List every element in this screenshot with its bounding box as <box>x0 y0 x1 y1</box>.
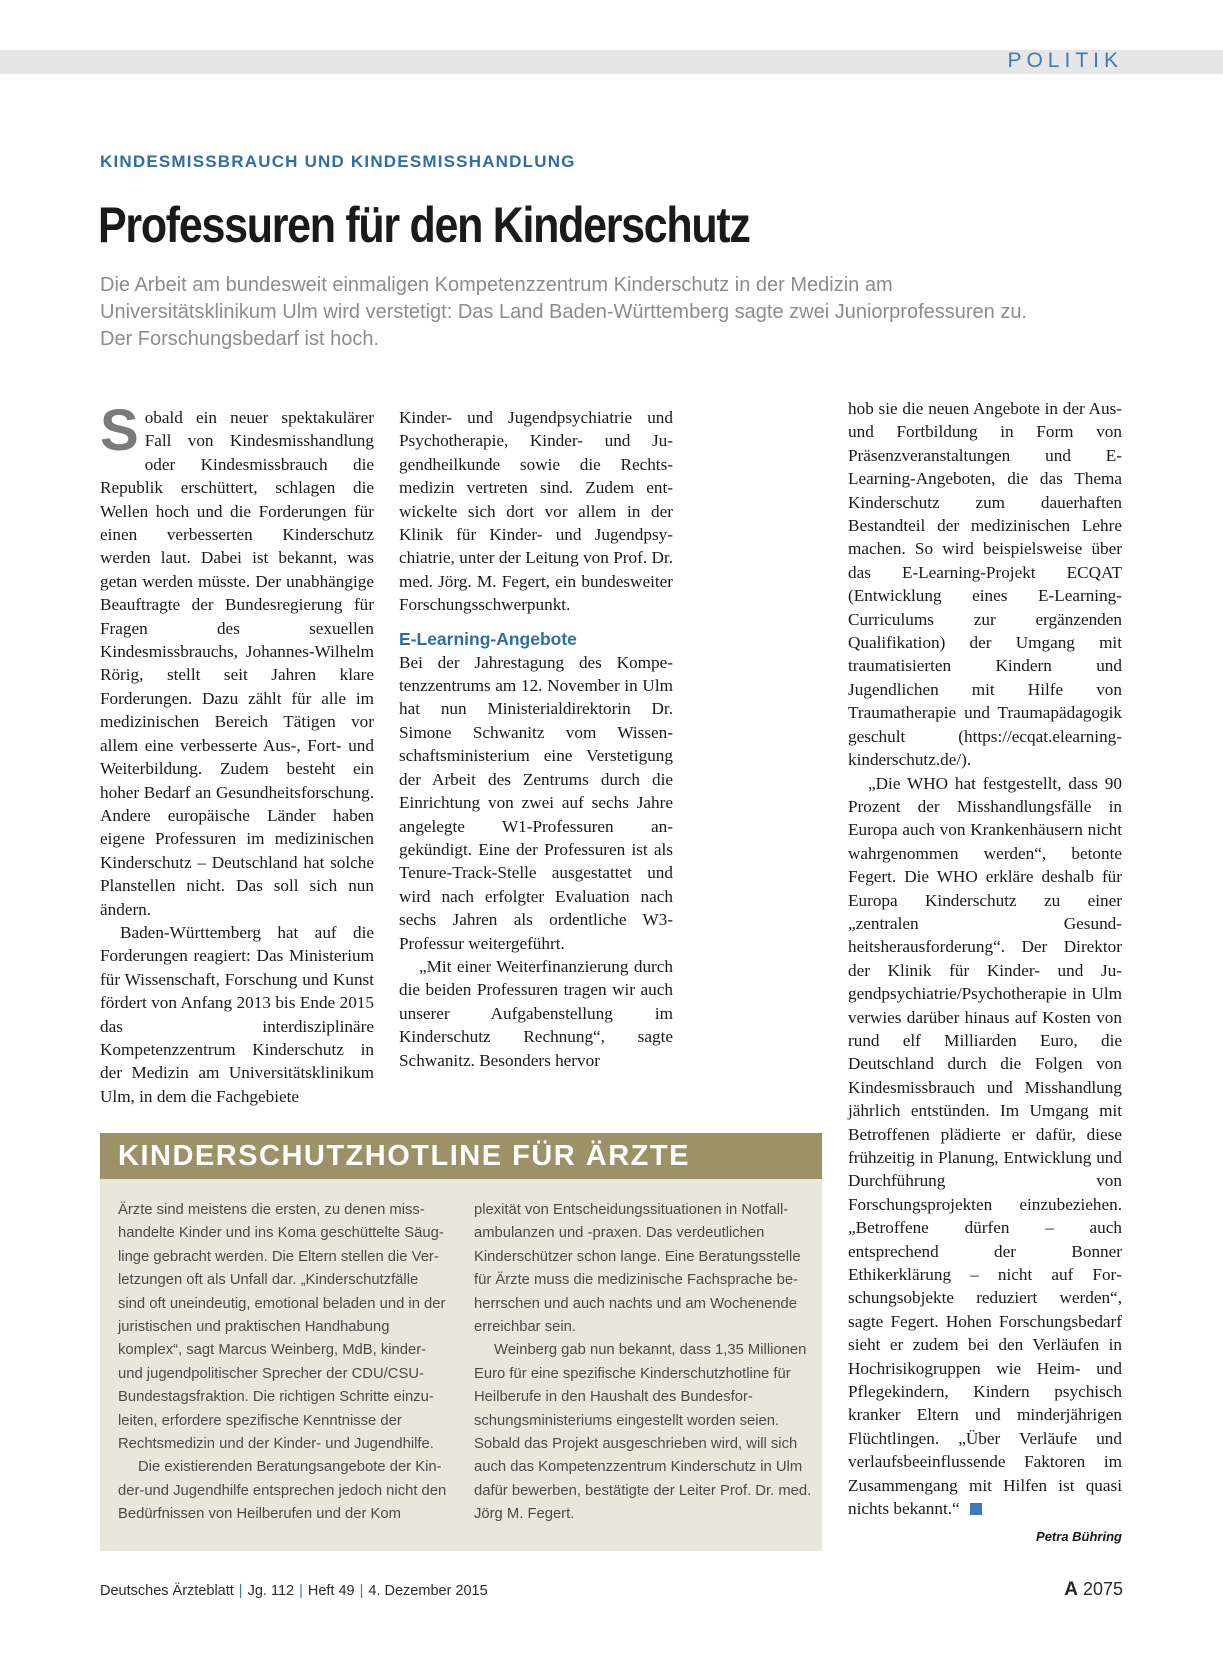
article-subhead: E-Learning-Angebote <box>399 628 577 649</box>
lead-text: Die Arbeit am bundesweit einmaligen Kompetenzzentrum Kinderschutz in der Medizin am Universitätsklinikum Ulm wird verstetigt: Das Land Baden-Württemberg sagte zwei Juniorprofessuren zu. Der Forschungsbedarf ist hoch. <box>100 274 1028 350</box>
issue: Heft 49 <box>307 1583 355 1599</box>
article-paragraph: Sobald ein neuer spektakulärer Fall von Kindesmisshandlung oder Kindesmissbrauch die Republik erschüttert, schlagen die Wellen hoch und die Forderungen für einen verbesserten Kinderschutz werden laut. Dabei ist bekannt, was getan werden müsste. Der unabhängige Beauftragte der Bundesregierung für Fragen des sexuellen Kindesmissbrauchs, Johannes-Wilhelm Rörig, stellt seit Jahren klare Forderungen. Dazu zählt für alle im medizinischen Bereich Tätigen vor allem eine verbesserte Aus-, Fort- und Weiterbildung. Zudem besteht ein hoher Bedarf an Gesundheitsforschung. Andere europäische Länder haben eigene Professuren im medizinischen Kinderschutz – Deutschland hat solche Planstellen nicht. Das soll sich nun ändern. <box>100 398 374 919</box>
separator: | <box>238 1583 243 1599</box>
info-box-paragraph: Weinberg gab nun bekannt, dass 1,35 Millionen Euro für eine spezifische Kinderschutzhotline für Heilberufe in den Haushalt des Bundesforschungsministeriums eingestellt worden seien. Sobald das Projekt ausgeschrieben wird, will sich auch das Kompetenzzentrum Kinderschutz in Ulm dafür bewerben, bestätigte der Leiter Prof. Dr. med. Jörg M. Fegert. <box>474 1342 812 1523</box>
info-box-header <box>100 1133 822 1179</box>
issue-date: 4. Dezember 2015 <box>368 1583 488 1599</box>
info-box <box>100 1133 822 1551</box>
end-mark <box>970 1503 982 1515</box>
info-box-paragraph: plexität von Entscheidungssituationen in Notfallambulanzen und -praxen. Das verdeutlichen Kinderschützer schon lange. Eine Beratungsstelle für Ärzte muss die medizinische Fachsprache beherrschen und auch nachts und am Wochenende erreichbar sein. <box>474 1202 801 1336</box>
info-box-title: KINDERSCHUTZHOTLINE FÜR ÄRZTE <box>118 1140 690 1172</box>
info-box-column-2 <box>474 1199 814 1527</box>
article-column-2 <box>399 406 673 1072</box>
article-column-3 <box>848 397 1122 1548</box>
footer-citation <box>100 1583 488 1599</box>
separator: | <box>299 1583 303 1599</box>
volume: Jg. 112 <box>247 1583 295 1599</box>
separator: | <box>359 1583 364 1599</box>
dropcap: S <box>100 398 139 463</box>
article-paragraph: „Die WHO hat festgestellt, dass 90 Prozent der Misshandlungsfälle in Europa auch von Krankenhäusern nicht wahrgenommen werden“, betonte Fegert. Die WHO erkläre deshalb für Europa Kinderschutz zu einer „zentralen Gesundheitsherausforderung“. Der Direktor der Klinik für Kinder- und Jugendpsychiatrie/Psychotherapie in Ulm verwies darüber hinaus auf Kosten von rund elf Milliarden Euro, die Deutschland durch die Folgen von Kindesmissbrauch und Misshandlung jährlich entstünden. Im Umgang mit Betroffenen plädierte er dafür, diese frühzeitig in Planung, Entwicklung und Durchführung von Forschungsprojekten einzubeziehen. „Betroffene dürfen – auch entsprechend der Bonner Ethikerklärung – nicht auf Forschungsobjekte reduziert werden“, sagte Fegert. Hohen Forschungsbedarf sieht er zudem bei den Verläufen in Hochrisikogruppen wie Heim- und Pflegekindern, Kindern psychisch kranker Eltern und minderjährigen Flüchtlingen. „Über Verläufe und verlaufsbeeinflussende Faktoren im Zusammengang mit Hilfen ist quasi nichts bekannt.“ <box>848 773 1122 1519</box>
info-box-paragraph: Die existierenden Beratungsangebote der Kinder-und Jugendhilfe entsprechen jedoch nicht den Bedürfnissen von Heilberufen und der Kom <box>118 1459 447 1523</box>
kicker: KINDESMISSBRAUCH UND KINDESMISSHANDLUNG <box>100 152 576 171</box>
info-box-column-1 <box>118 1199 448 1527</box>
article-paragraph: Kinder- und Jugendpsychiatrie und Psychotherapie, Kinder- und Jugendheilkunde sowie die Rechtsmedizin vertreten sind. Zudem entwickelte sich dort vor allem in der Klinik für Kinder- und Jugendpsychiatrie, unter der Leitung von Prof. Dr. med. Jörg. M. Fegert, ein bundesweiter Forschungsschwerpunkt. <box>399 408 673 615</box>
info-box-paragraph: Ärzte sind meistens die ersten, zu denen misshandelte Kinder und ins Koma geschüttelte Säuglinge gebracht werden. Die Eltern stellen die Verletzungen oft als Unfall dar. „Kinderschutzfälle sind oft uneindeutig, emotional beladen und in der juristischen und praktischen Handhabung komplex“, sagt Marcus Weinberg, MdB, kinder- und jugendpolitischer Sprecher der CDU/CSU-Bundestagsfraktion. Die richtigen Schritte einzuleiten, erfordere spezifische Kenntnisse der Rechtsmedizin und der Kinder- und Jugendhilfe. <box>118 1202 446 1453</box>
journal-name: Deutsches Ärzteblatt <box>100 1583 234 1599</box>
headline: Professuren für den Kinderschutz <box>98 197 750 253</box>
article-column-1 <box>100 398 374 1108</box>
section-label: POLITIK <box>1007 49 1123 72</box>
article-paragraph: „Mit einer Weiterfinanzierung durch die beiden Professuren tragen wir auch unserer Aufgabenstellung im Kinderschutz Rechnung“, sagte Schwanitz. Besonders hervor <box>399 956 673 1070</box>
article-paragraph: hob sie die neuen Angebote in der Aus- und Fortbildung in Form von Präsenzveranstaltungen und E-Learning-Angeboten, die das Thema Kinderschutz zum dauerhaften Bestandteil der medizinischen Lehre machen. So wird beispielsweise über das E-Learning-Projekt ECQAT (Entwicklung eines E-Learning-Curriculums zur ergänzenden Qualifikation) der Umgang mit traumatisierten Kindern und Jugendlichen mit Hilfe von Traumatherapie und Traumapädagogik geschult (https://ecqat.elearning-kinderschutz.de/). <box>848 399 1122 770</box>
page-number <box>1064 1579 1123 1601</box>
page-prefix: A <box>1064 1579 1078 1600</box>
page-number-value: 2075 <box>1082 1579 1123 1599</box>
article-paragraph: Bei der Jahrestagung des Kompetenzzentrums am 12. November in Ulm hat nun Ministerialdirektorin Dr. Simone Schwanitz vom Wissenschaftsministerium eine Verstetigung der Arbeit des Zentrums durch die Einrichtung von zwei auf sechs Jahre angelegte W1-Professuren angekündigt. Eine der Professuren ist als Tenure-Track-Stelle ausgestattet und wird nach erfolgter Evaluation nach sechs Jahren als ordentliche W3-Professur weitergeführt. <box>399 652 673 953</box>
author: Petra Bühring <box>1036 1528 1122 1544</box>
article-paragraph: Baden-Württemberg hat auf die Forderungen reagiert: Das Ministerium für Wissenschaft, Forschung und Kunst fördert von Anfang 2013 bis Ende 2015 das interdisziplinäre Kompetenzzentrum Kinderschutz in der Medizin am Universitätsklinikum Ulm, in dem die Fachgebiete <box>100 922 374 1106</box>
